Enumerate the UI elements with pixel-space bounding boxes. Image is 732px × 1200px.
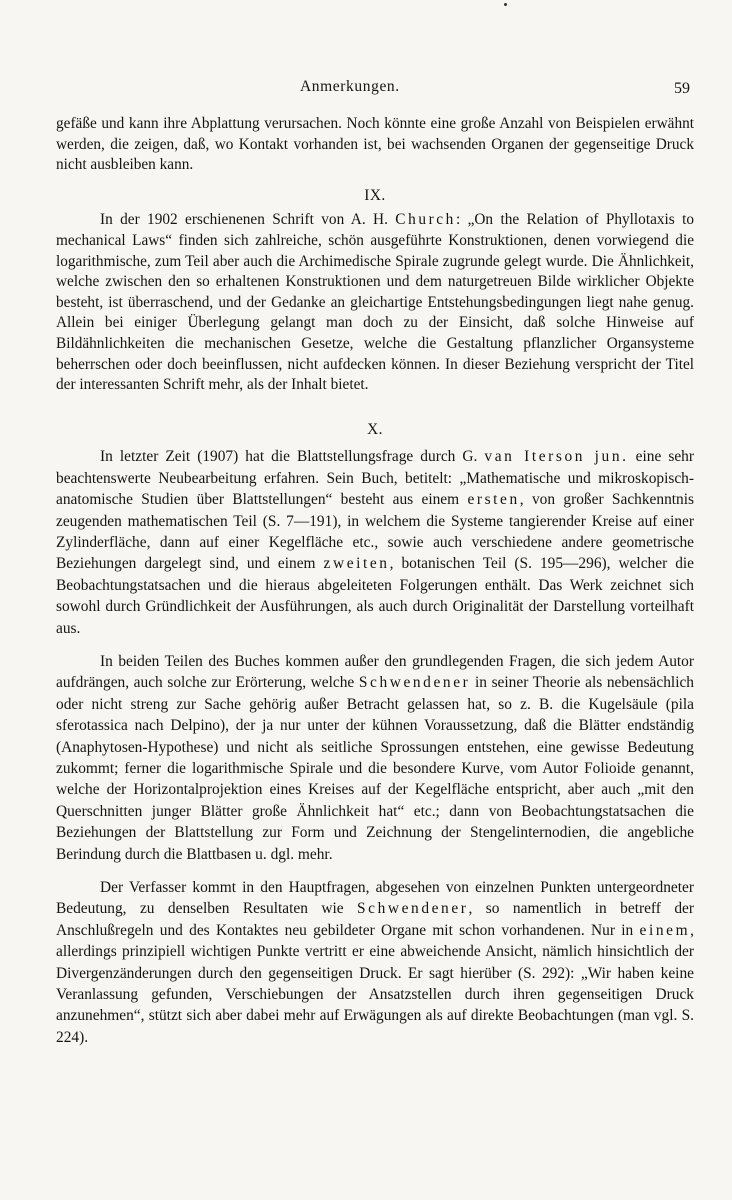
intro-paragraph: gefäße und kann ihre Abplattung verursachen. Noch könnte eine große Anzahl von Beispielen erwähnt werden, die zeigen, daß, wo Kontakt vorhanden ist, bei wachsenden Organen der gegenseitige Druck nicht ausbleiben kann. [56,115,694,174]
section-x-heading: X. [367,420,383,438]
emphasis-einem: einem [639,921,691,939]
section-x [56,420,694,1049]
text-run: In letzter Zeit (1907) hat die Blattstellungsfrage durch G. [100,448,485,466]
section-x-paragraph-1 [56,446,694,639]
running-title: Anmerkungen. [300,78,400,95]
text-run: , allerdings prinzipiell wichtigen Punkte vertritt er eine abweichende Ansicht, nämlich hinsichtlich der Divergenzänderungen durch den gegenseitigen Druck. Er sagt hierüber (S. 292): „Wir haben keine Veranlassung gefunden, Verschiebungen der Ansatzstellen durch ihren gegenseitigen Druck anzunehmen“, stützt sich aber dabei mehr auf Erwägungen als auf direkte Beobachtungen (man vgl. S. 224). [56,921,694,1046]
text-run: eine sehr beachtenswerte Neubearbeitung erfahren. Sein Buch, betitelt: „Mathematische und mikroskopisch-anatomische Studien über Blattstellungen“ besteht aus einem [56,448,694,509]
author-name-church: Church [395,211,456,229]
section-ix [56,186,694,396]
text-run: , so namentlich in betreff der Anschlußregeln und des Kontaktes neu gebildeter Organe mit schon vorhandenen. Nur in [56,900,694,939]
text-run: : „On the Relation of Phyllotaxis to mechanical Laws“ finden sich zahlreiche, schön ausgeführte Konstruktionen, denen vorwiegend die logarithmische, zum Teil aber auch die Archimedische Spirale zugrunde gelegt wurde. Die Ähnlichkeit, welche zwischen den so erhaltenen Konstruktionen und dem naturgetreuen Bilde wirklicher Objekte besteht, ist überraschend, und der Gedanke an gleichartige Entstehungsbedingungen liegt nahe genug. Allein bei einiger Überlegung gelangt man doch zu der Einsicht, daß solche Hinweise auf Bildähnlichkeiten die mechanischen Gesetze, welche die Gestaltung pflanzlicher Organsysteme beherrschen oder doch beeinflussen, nicht aufdecken können. In dieser Beziehung verspricht der Titel der interessanten Schrift mehr, als der Inhalt bietet. [56,211,695,394]
section-ix-paragraph [56,210,694,395]
page-number: 59 [674,80,690,97]
text-run: , botanischen Teil (S. 195—296), welcher die Beobachtungstatsachen und die hieraus abgeleiteten Folgerungen enthält. Das Werk zeichnet sich sowohl durch Gründlichkeit der Ausführungen, als auch durch Originalität der Darstellung vorteilhaft aus. [56,555,694,637]
section-ix-heading: IX. [364,186,386,204]
text-run: Der Verfasser kommt in den Hauptfragen, abgesehen von einzelnen Punkten untergeordneter Bedeutung, zu denselben Resultaten wie [56,879,694,918]
text-run: In beiden Teilen des Buches kommen außer den grundlegenden Fragen, die sich jedem Autor aufdrängen, auch solche zur Erörterung, welche [56,652,694,692]
text-run: in seiner Theorie als nebensächlich oder nicht streng zur Sache gehörig außer Betracht gelassen hat, so z. B. die Kugelsäule (pila sferotassica nach Delpino), der ja nur unter der kühnen Voraussetzung, daß die Blätter endständig (Anaphytosen-Hypothese) und nicht als seitliche Sprossungen entstehen, eine gewisse Bedeutung zukommt; ferner die logarithmische Spirale und die besondere Kurve, vom Autor Folioide genannt, welche der Horizontalprojektion eines Kreises auf der Kegelfläche entspricht, aber auch „mit den Querschnitten junger Blätter große Ähnlichkeit hat“ etc.; dann von Beobachtungstatsachen die Beziehungen der Blattstellung zur Form und Zeichnung der Stengelinternodien, die angebliche Berindung durch die Blattbasen u. dgl. mehr. [56,674,694,863]
section-x-paragraph-2 [56,651,694,865]
body-text [56,114,694,1048]
emphasis-zweiten: zweiten [323,555,390,573]
running-head [0,78,732,100]
author-name-schwendener: Schwendener [358,674,471,692]
author-name-van-iterson: van Iterson jun. [484,448,629,466]
author-name-schwendener: Schwendener [357,900,469,918]
text-run: In der 1902 erschienenen Schrift von A. H. [100,211,396,229]
text-run: , von großer Sachkenntnis zeugenden mathematischen Teil (S. 7—191), in welchem die Systeme tangierender Kreise auf einer Zylinderfläche, dann auf einer Kegelfläche etc., sowie auch verschiedene andere geometrische Beziehungen dargelegt sind, und einem [56,491,694,573]
section-x-paragraph-3 [56,877,694,1048]
emphasis-ersten: ersten [467,491,520,509]
print-speck [504,3,507,6]
